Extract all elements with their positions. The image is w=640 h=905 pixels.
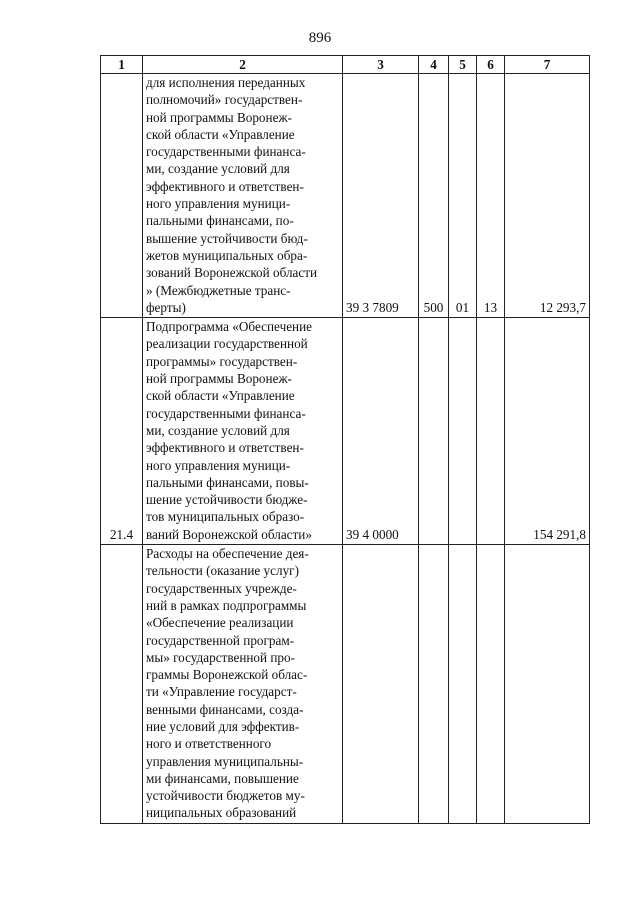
description-line: управления муниципальны-	[146, 753, 304, 769]
section-code	[449, 318, 477, 545]
description-line: ние условий для эффектив-	[146, 718, 300, 734]
description-line: государственной програм-	[146, 632, 295, 648]
subsection-code	[477, 318, 505, 545]
page-number: 896	[308, 30, 332, 46]
description-line: государственными финанса-	[146, 144, 306, 160]
target-code: 39 3 7809	[343, 74, 419, 318]
row-number	[101, 74, 143, 318]
amount	[505, 545, 590, 824]
description-line: реализации государственной	[146, 336, 308, 352]
description-line: тов муниципальных образо-	[146, 509, 305, 525]
table-row	[101, 545, 590, 824]
row-number	[101, 545, 143, 824]
description-line: ниципальных образований	[146, 805, 297, 821]
description-line: ного и ответственного	[146, 736, 272, 752]
description-line: ного управления муници-	[146, 457, 291, 473]
description-line: зований Воронежской области	[146, 265, 318, 281]
description-line: ми финансами, повышение	[146, 770, 299, 786]
description-line: Подпрограмма «Обеспечение	[146, 319, 313, 335]
description-line: венными финансами, созда-	[146, 701, 304, 717]
header-row	[101, 56, 590, 74]
amount: 154 291,8	[505, 318, 590, 545]
description-line: ти «Управление государст-	[146, 684, 297, 700]
description-line: «Обеспечение реализации	[146, 615, 294, 631]
description-line: ной программы Воронеж-	[146, 109, 292, 125]
description-line: государственными финанса-	[146, 405, 306, 421]
table-row	[101, 74, 590, 318]
description-line: ской области «Управление	[146, 126, 295, 142]
column-header-6: 6	[477, 56, 505, 74]
description-line: эффективного и ответствен-	[146, 178, 304, 194]
description-line: » (Межбюджетные транс-	[146, 282, 291, 298]
description-line: эффективного и ответствен-	[146, 440, 304, 456]
expense-type	[419, 318, 449, 545]
column-header-4: 4	[419, 56, 449, 74]
column-header-3: 3	[343, 56, 419, 74]
subsection-code: 13	[477, 74, 505, 318]
section-code	[449, 545, 477, 824]
expense-type	[419, 545, 449, 824]
description-line: вышение устойчивости бюд-	[146, 230, 308, 246]
description-line: Расходы на обеспечение дея-	[146, 546, 309, 562]
description-line: пальными финансами, повы-	[146, 474, 309, 490]
row-description	[143, 318, 343, 545]
description-line: ной программы Воронеж-	[146, 371, 292, 387]
amount: 12 293,7	[505, 74, 590, 318]
column-header-2: 2	[143, 56, 343, 74]
subsection-code	[477, 545, 505, 824]
description-line: устойчивости бюджетов му-	[146, 788, 305, 804]
description-line: ний в рамках подпрограммы	[146, 597, 307, 613]
column-header-7: 7	[505, 56, 590, 74]
description-line: мы» государственной про-	[146, 649, 296, 665]
description-line: тельности (оказание услуг)	[146, 563, 299, 579]
column-header-5: 5	[449, 56, 477, 74]
row-description	[143, 545, 343, 824]
table-header	[101, 56, 590, 74]
target-code: 39 4 0000	[343, 318, 419, 545]
row-number: 21.4	[101, 318, 143, 545]
description-line: программы» государствен-	[146, 353, 298, 369]
description-line: ферты)	[146, 299, 186, 315]
expense-type: 500	[419, 74, 449, 318]
description-line: для исполнения переданных	[146, 75, 306, 90]
description-line: граммы Воронежской облас-	[146, 667, 308, 683]
section-code: 01	[449, 74, 477, 318]
column-header-1: 1	[101, 56, 143, 74]
description-line: ного управления муници-	[146, 196, 291, 212]
description-line: шение устойчивости бюдже-	[146, 492, 308, 508]
row-description	[143, 74, 343, 318]
description-line: ми, создание условий для	[146, 422, 290, 438]
description-line: ской области «Управление	[146, 388, 295, 404]
description-line: жетов муниципальных обра-	[146, 247, 308, 263]
description-line: ваний Воронежской области»	[146, 526, 312, 542]
target-code	[343, 545, 419, 824]
description-line: пальными финансами, по-	[146, 213, 294, 229]
description-line: ми, создание условий для	[146, 161, 290, 177]
table-row	[101, 318, 590, 545]
description-line: государственных учрежде-	[146, 580, 297, 596]
description-line: полномочий» государствен-	[146, 92, 303, 108]
budget-table	[100, 55, 590, 824]
